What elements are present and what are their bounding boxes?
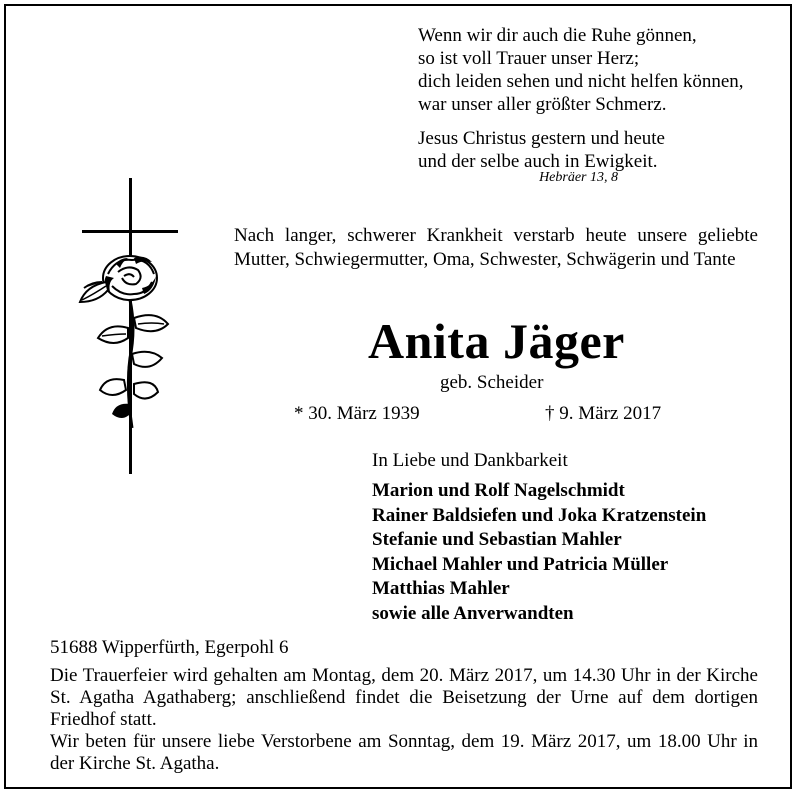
family-list bbox=[372, 479, 706, 626]
cross-with-rose-icon bbox=[72, 178, 192, 478]
poem-line: und der selbe auch in Ewigkeit. bbox=[418, 151, 658, 172]
family-member: Matthias Mahler bbox=[372, 578, 510, 599]
service-paragraph: Die Trauerfeier wird gehalten am Montag, dem 20. März 2017, um 14.30 Uhr in der Kirche St. Agatha Agathaberg; anschließend findet die Beisetzung der Urne auf dem dortigen Friedhof statt. bbox=[50, 665, 758, 730]
stanza-gap bbox=[418, 116, 744, 127]
address: 51688 Wipperfürth, Egerpohl 6 bbox=[50, 637, 289, 658]
poem-line: Wenn wir dir auch die Ruhe gönnen, bbox=[418, 25, 697, 46]
poem-line: dich leiden sehen und nicht helfen können, bbox=[418, 71, 744, 92]
poem-line: war unser aller größter Schmerz. bbox=[418, 94, 667, 115]
signoff: In Liebe und Dankbarkeit bbox=[372, 450, 568, 471]
family-member: sowie alle Anverwandten bbox=[372, 602, 574, 624]
poem-line: so ist voll Trauer unser Herz; bbox=[418, 48, 640, 69]
birth-date: * 30. März 1939 bbox=[294, 403, 420, 424]
intro-text: Nach langer, schwerer Krankheit verstarb heute unsere geliebte Mutter, Schwiegermutter, Oma, Schwester, Schwägerin und Tante bbox=[234, 225, 758, 270]
deceased-name: Anita Jäger bbox=[368, 313, 625, 369]
bible-reference: Hebräer 13, 8 bbox=[539, 170, 618, 185]
service-paragraph: Wir beten für unsere liebe Verstorbene am Sonntag, dem 19. März 2017, um 18.00 Uhr in der Kirche St. Agatha. bbox=[50, 731, 758, 774]
family-member: Rainer Baldsiefen und Joka Kratzenstein bbox=[372, 504, 707, 526]
service-details bbox=[50, 665, 758, 775]
family-member: Stefanie und Sebastian Mahler bbox=[372, 529, 622, 550]
death-date: † 9. März 2017 bbox=[545, 403, 662, 424]
poem-line: Jesus Christus gestern und heute bbox=[418, 128, 665, 149]
family-member: Michael Mahler und Patricia Müller bbox=[372, 553, 669, 575]
maiden-name: geb. Scheider bbox=[440, 372, 544, 393]
family-member: Marion und Rolf Nagelschmidt bbox=[372, 480, 625, 501]
obituary-notice bbox=[4, 4, 792, 789]
memorial-poem bbox=[418, 24, 744, 173]
